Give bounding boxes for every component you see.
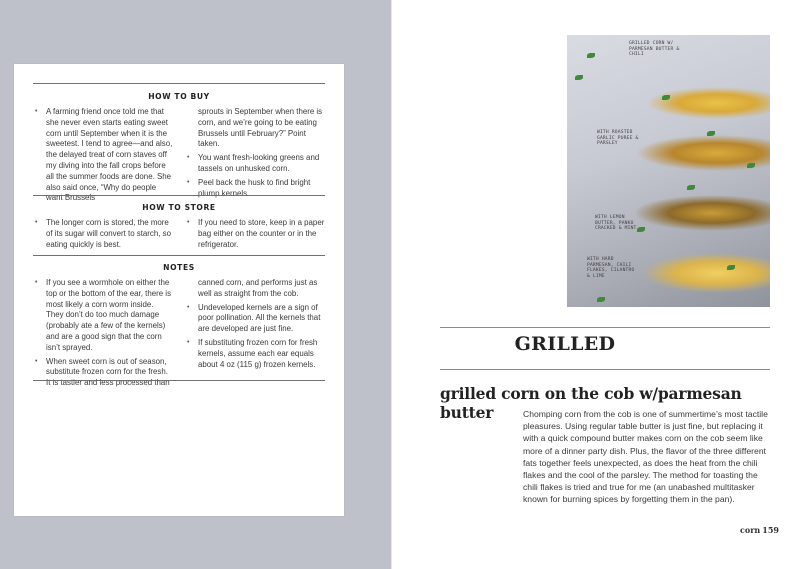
bullet-icon: • [35, 108, 38, 115]
list-item: • The longer corn is stored, the more of its sugar will convert to starch, so eating quickly is best. [35, 218, 171, 249]
column-right [185, 107, 325, 207]
divider-rule [33, 255, 325, 256]
section-title-how-to-store: HOW TO STORE [142, 203, 216, 212]
bullet-icon: • [35, 219, 38, 226]
section-how-to-store [33, 218, 325, 253]
list-item: • Peel back the husk to find bright plump kernels. [187, 177, 311, 198]
bullet-icon: • [187, 303, 190, 311]
bullet-icon: • [187, 178, 190, 186]
folio-section: corn [740, 525, 761, 535]
list-item-continued: canned corn, and performs just as well as straight from the cob. [198, 278, 318, 298]
herb-leaf [747, 163, 755, 168]
divider-rule [440, 327, 770, 328]
column-left [33, 218, 173, 253]
herb-leaf [687, 185, 695, 190]
corn-photo [567, 35, 770, 307]
divider-rule [33, 83, 325, 84]
left-page [0, 0, 392, 569]
photo-annotation: WITH ROASTED GARLIC PUREE & PARSLEY [597, 130, 639, 147]
column-left [33, 107, 173, 207]
tips-card [14, 64, 344, 516]
herb-leaf [575, 75, 583, 80]
page-folio [738, 525, 779, 535]
divider-rule [33, 380, 325, 381]
herb-leaf [727, 265, 735, 270]
bullet-icon: • [187, 154, 190, 162]
bullet-icon: • [187, 338, 190, 346]
recipe-intro: Chomping corn from the cob is one of summertime’s most tactile pleasures. Using regular table butter is just fine, but replacing it with a quick compound butter makes corn on the cob seem like more of a dinner party dish. Plus, the flavor of the three different fats together feels unexpected, as does the heat from the chili flakes and the cool of the parsley. The method for toasting the chili flakes is tried and true for me (an unabashed multitasker known for burning spices by forgetting them in the pan). [523, 409, 768, 505]
page-number: 159 [762, 525, 779, 535]
herb-leaf [707, 131, 715, 136]
section-notes [33, 278, 325, 392]
photo-annotation: WITH HARD PARMESAN, CHILI FLAKES, CILANTRO & LIME [587, 257, 635, 279]
bullet-icon: • [35, 279, 38, 286]
recipe-title: grilled corn on the cob w/parmesan butter [440, 384, 742, 422]
list-item: • If substituting frozen corn for fresh kernels, assume each ear equals about 4 oz (115 g) frozen kernels. [187, 337, 318, 369]
column-right [185, 218, 325, 253]
photo-annotation: GRILLED CORN W/ PARMESAN BUTTER & CHILI [629, 41, 680, 58]
list-item-continued: sprouts in September when there is corn, and we’re going to be eating Brussels until February?” Point taken. [198, 107, 323, 149]
list-item: • If you see a wormhole on either the top or the bottom of the ear, there is most likely a corn worm inside. They don’t do too much damage (probably ate a few of the kernels) and are a good sign that the corn isn’t sprayed. [35, 278, 172, 352]
column-left [33, 278, 173, 392]
herb-leaf [597, 297, 605, 302]
list-item: • You want fresh-looking greens and tassels on unhusked corn. [187, 153, 320, 173]
list-item: • If you need to store, keep in a paper bag either on the counter or in the refrigerator. [187, 218, 325, 249]
herb-leaf [662, 95, 670, 100]
section-title-notes: NOTES [163, 263, 195, 272]
divider-rule [33, 195, 325, 196]
photo-annotation: WITH LEMON BUTTER, PANKO CRACKED & MINT [595, 215, 637, 232]
section-title-how-to-buy: HOW TO BUY [148, 92, 210, 101]
divider-rule [440, 369, 770, 370]
bullet-icon: • [187, 219, 190, 226]
list-item: • When sweet corn is out of season, substitute frozen corn for the fresh. It is tastier and less processed than [35, 356, 170, 388]
list-item: • A farming friend once told me that she never even starts eating sweet corn until September when it is the sweetest. I tend to agree—and also, the delayed treat of corn staves off my diving into the fall crops before all the summer foods are done. She also said once, “Why do people want Brussels [35, 107, 173, 203]
bullet-icon: • [35, 357, 38, 365]
section-how-to-buy [33, 107, 325, 207]
herb-leaf [587, 53, 595, 58]
list-item: • Undeveloped kernels are a sign of poor pollination. All the kernels that are developed are just fine. [187, 302, 321, 334]
chapter-title: GRILLED [514, 333, 616, 355]
column-right [185, 278, 325, 392]
